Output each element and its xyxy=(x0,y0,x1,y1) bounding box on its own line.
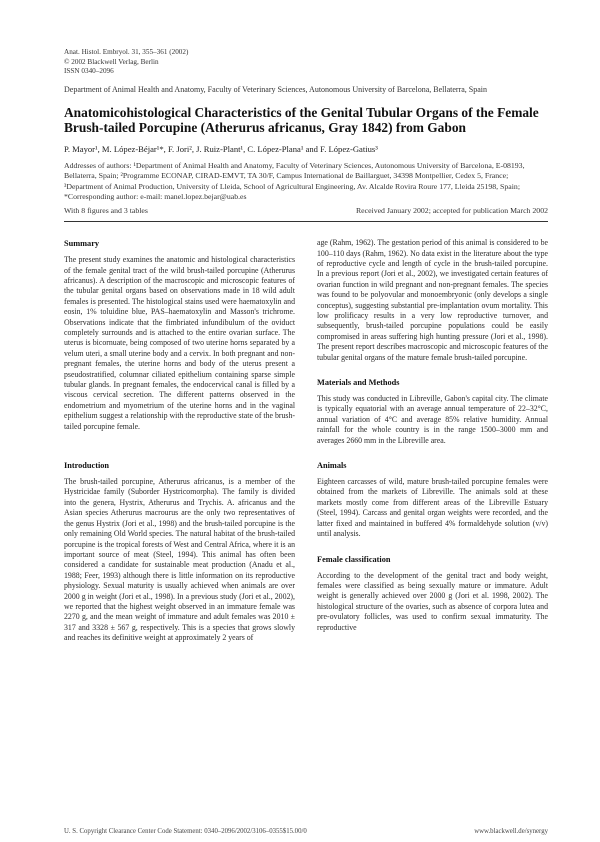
page-footer xyxy=(64,828,548,835)
issn-line: ISSN 0340–2096 xyxy=(64,67,114,76)
author-addresses: Addresses of authors: ¹Department of Animal Health and Anatomy, Faculty of Veterinary Sciences, Autonomous University of Barcelona, E-08193, Bellaterra, Spain; ²Programme ECONAP, CIRAD-EMVT, TA 30/F, Campus International de Baillarguet, 34398 Montpellier, Cedex 5, France; ³Department of Animal Production, University of Lleida, School of Agricultural Engineering, Av. Alcalde Rovira Roure 177, Lleida 25198, Spain; *Corresponding author: e-mail: manel.lopez.bejar@uab.es xyxy=(64,160,525,201)
summary-text: The present study examines the anatomic and histological characteristics of the female genital tract of the wild brush-tailed porcupine (Atherurus africanus). A description of the macroscopic and microscopic features of the tubular genital organs based on observations made in 18 wild adult females is presented. The histological stains used were haematoxylin and eosin, 1% toluidine blue, PAS–haematoxylin and Masson's trichrome. Observations indicate that the fimbriated infundibulum of the oviduct completely surrounds and is attached to the entire ovarian surface. The uterus is bicornuate, being composed of two uterine horns separated by a velum uteri, a small uterine body and a cervix. In both pregnant and non-pregnant females, the uterine horns and body of the uterus present a pseudostratified, columnar ciliated epithelium containing sparse simple tubular glands. In pregnant females, the endocervical canal is filled by a viscous cervical secretion. The different patterns observed in the endometrium and myometrium of the uterine horns and in the vaginal epithelium suggest a relationship with the reproductive state of the brush-tailed porcupine female. xyxy=(64,255,295,431)
left-column xyxy=(64,238,295,643)
animals-heading: Animals xyxy=(317,461,347,471)
received-dates: Received January 2002; accepted for publication March 2002 xyxy=(355,206,548,216)
female-classification-text: According to the development of the genital tract and body weight, females were classified as being sexually mature or immature. Adult weight is generally achieved over 2000 g (Jori et al. 1998, 2002). The histological structure of the ovaries, such as absence of corpora lutea and pre-ovulatory follicles, was used to confirm sexual immaturity. The reproductive xyxy=(317,570,548,632)
article-page xyxy=(64,48,548,644)
department-affiliation: Department of Animal Health and Anatomy, Faculty of Veterinary Sciences, Autonomous University of Barcelona, Bellaterra, Spain xyxy=(64,84,488,94)
figures-note: With 8 figures and 3 tables xyxy=(64,206,148,216)
introduction-heading: Introduction xyxy=(64,461,110,471)
methods-heading: Materials and Methods xyxy=(317,378,400,388)
copyright-code-statement: U. S. Copyright Clearance Center Code Statement: 0340–2096/2002/3106–0355$15.00/0 xyxy=(64,828,307,835)
article-meta-line xyxy=(64,206,548,215)
copyright-line: © 2002 Blackwell Verlag, Berlin xyxy=(64,57,159,66)
summary-heading: Summary xyxy=(64,239,100,249)
header-divider xyxy=(64,221,548,222)
author-list: P. Mayor¹, M. López-Béjar¹*, F. Jori², J. Ruiz-Plant¹, C. López-Plana¹ and F. López-Gatius³ xyxy=(64,143,378,154)
introduction-continued: age (Rahm, 1962). The gestation period of this animal is considered to be 100–110 days (Rahm, 1962). No data exist in the literature about the type of reproductive cycle and length of cycle in the brush-tailed porcupine. In a previous report (Jori et al., 2002), we investigated certain features of ovarian function in wild pregnant and non-pregnant females. The species was found to be polyovular and monoembryonic (only develops a single conceptus), suggesting substantial pre-implantation ovum mortality. This low prolificacy results in a very low reproductive turnover, and subsequently, brush-tailed porcupine populations could be easily compromised in areas suffering high hunting pressure (Jori et al., 1998). The present report describes macroscopic and microscopic features of the tubular genital organs of the mature female brush-tailed porcupine. xyxy=(317,238,548,362)
female-classification-heading: Female classification xyxy=(317,554,391,564)
animals-text: Eighteen carcasses of wild, mature brush-tailed porcupine females were obtained from the markets of Libreville. The animals sold at these markets mostly come from different areas of the Libreville Estuary (Steel, 1994). Carcass and genital organ weights were recorded, and the latter fixed and maintained in buffered 4% formaldehyde solution (v/v) until analysis. xyxy=(317,477,548,539)
publisher-url[interactable]: www.blackwell.de/synergy xyxy=(474,828,548,835)
journal-citation: Anat. Histol. Embryol. 31, 355–361 (2002) xyxy=(64,48,189,56)
methods-text: This study was conducted in Libreville, Gabon's capital city. The climate is typically equatorial with an average annual temperature of 22–32°C, annual variation of 4°C and average 85% relative humidity. Annual rainfall for the whole country is in the range 1500–3000 mm and averages 2660 mm in the Libreville area. xyxy=(317,394,548,445)
introduction-text: The brush-tailed porcupine, Atherurus africanus, is a member of the Hystricidae family (Suborder Hystricomorpha). The family is divided into the genera, Hystrix, Atherurus and Trychis. A. africanus and the Asian species Atherurus macrourus are the only two representatives of the genus Hystrix (Jori et al., 1998) and the brush-tailed porcupine is the only remaining Old World species. The natural habitat of the brush-tailed porcupine is the tropical forests of West and Central Africa, where it is an important source of meat (Steel, 1994). This animal has often been considered a candidate for sustainable meat production (Anadu et al., 1988; Feer, 1993) although there is little information on its reproductive physiology. Sexual maturity is usually achieved when animals are over 2000 g in weight (Jori et al., 1998). In a previous study (Jori et al., 2002), we reported that the highest weight observed in an immature female was 2270 g, and the mean weight of immature and adult females was 2010 ± 317 and 3328 ± 567 g, respectively. This is a species that grows slowly and reaches its definitive weight at approximately 2 years of xyxy=(64,477,295,643)
two-column-body xyxy=(64,238,548,643)
article-title: Anatomicohistological Characteristics of the Genital Tubular Organs of the Female Brush-tailed Porcupine (Atherurus africanus, Gray 1842) from Gabon xyxy=(64,104,539,136)
right-column xyxy=(317,238,548,643)
